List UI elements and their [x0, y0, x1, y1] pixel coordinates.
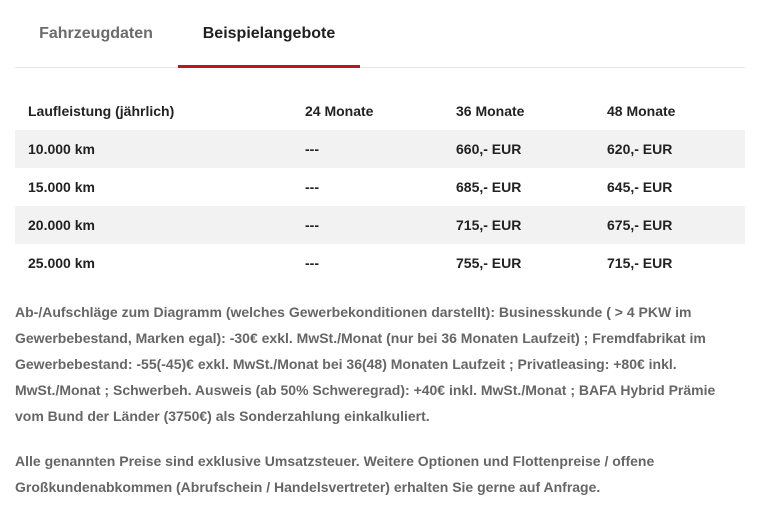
table-cell: ---	[292, 206, 443, 244]
table-cell: 715,- EUR	[607, 255, 673, 271]
table-header-row	[15, 92, 745, 130]
column-header: Laufleistung (jährlich)	[28, 103, 175, 119]
table-cell: 715,- EUR	[443, 206, 594, 244]
table-row	[15, 244, 745, 282]
column-header: 24 Monate	[305, 103, 374, 119]
table-cell: 20.000 km	[15, 206, 292, 244]
surcharges-note: Ab-/Aufschläge zum Diagramm (welches Gewerbekonditionen darstellt): Businesskunde ( > 4 PKW im Gewerbebestand, Marken egal): -30€ exkl. MwSt./Monat (nur bei 36 Monaten Laufzeit) ; Fremdfabrikat im Gewerbebestand: -55(-45)€ exkl. MwSt./Monat bei 36(48) Monaten Laufzeit ; Privatleasing: +80€ inkl. MwSt./Monat ; Schwerbeh. Ausweis (ab 50% Schweregrad): +40€ inkl. MwSt./Monat ; BAFA Hybrid Prämie vom Bund der Länder (3750€) als Sonderzahlung einkalkuliert.	[15, 304, 716, 424]
table-cell: 660,- EUR	[443, 130, 594, 168]
tab-label: Beispielangebote	[202, 25, 336, 42]
tab-label: Fahrzeugdaten	[39, 25, 153, 42]
table-row	[15, 168, 745, 206]
table-cell: ---	[292, 130, 443, 168]
table-cell: 620,- EUR	[594, 130, 745, 168]
table-cell: 675,- EUR	[594, 206, 745, 244]
tab-fahrzeugdaten[interactable]	[15, 0, 177, 67]
table-cell: 645,- EUR	[607, 179, 673, 195]
column-header: 48 Monate	[607, 103, 676, 119]
table-cell: ---	[305, 179, 319, 195]
disclaimer-note: Alle genannten Preise sind exklusive Umsatzsteuer. Weitere Optionen und Flottenpreise / offene Großkundenabkommen (Abrufschein / Handelsvertreter) erhalten Sie gerne auf Anfrage.	[15, 453, 655, 495]
tab-bar	[15, 0, 745, 68]
column-header: 36 Monate	[456, 103, 525, 119]
table-cell: 10.000 km	[15, 130, 292, 168]
active-tab-indicator	[178, 65, 360, 68]
leasing-offers-table	[15, 92, 745, 282]
tab-beispielangebote[interactable]	[178, 0, 360, 67]
table-cell: 15.000 km	[28, 179, 95, 195]
table-row	[15, 130, 745, 168]
table-cell: 25.000 km	[28, 255, 95, 271]
table-row	[15, 206, 745, 244]
table-cell: 755,- EUR	[456, 255, 522, 271]
table-cell: 685,- EUR	[456, 179, 522, 195]
table-cell: ---	[305, 255, 319, 271]
